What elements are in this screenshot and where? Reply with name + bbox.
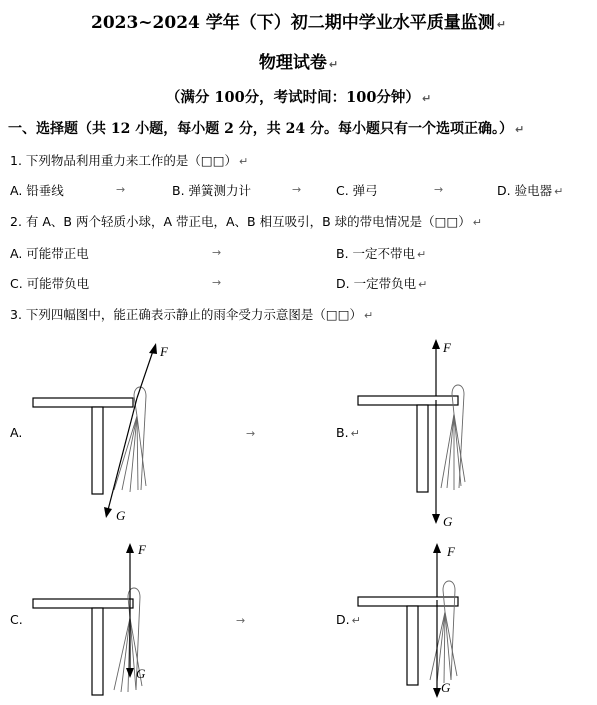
- exam-info: （满分 100分，考试时间：100分钟） ↵: [165, 89, 432, 106]
- q3-option-a[interactable]: A.: [10, 425, 23, 440]
- force-g-label: G: [441, 680, 451, 695]
- exam-title: 2023~2024 学年（下）初二期中学业水平质量监测 ↵: [90, 13, 506, 33]
- figure-a-umbrella-force-diagram: [30, 340, 190, 525]
- force-f-label: F: [443, 340, 451, 355]
- q3-option-b[interactable]: B. ↵: [336, 425, 360, 440]
- question-1-stem: 1. 下列物品利用重力来工作的是（□□） ↵: [10, 153, 249, 168]
- q2-option-b[interactable]: B. 一定不带电 ↵: [336, 246, 427, 261]
- force-f-label: F: [160, 344, 168, 359]
- q3-option-c[interactable]: C.: [10, 612, 23, 627]
- force-g-label: G: [443, 514, 453, 529]
- figure-c-umbrella-force-diagram: [30, 540, 190, 700]
- section-heading: 一、选择题（共 12 小题，每小题 2 分，共 24 分。每小题只有一个选项正确。） ↵: [8, 121, 525, 137]
- tab-arrow: →: [292, 183, 302, 196]
- exam-subject: 物理试卷 ↵: [258, 53, 339, 73]
- force-g-label: G: [116, 508, 126, 523]
- q2-option-c[interactable]: C. 可能带负电: [10, 276, 90, 291]
- q1-option-a[interactable]: A. 铅垂线: [10, 183, 64, 198]
- force-g-label: G: [136, 666, 146, 681]
- question-2-stem: 2. 有 A、B 两个轻质小球，A 带正电，A、B 相互吸引，B 球的带电情况是（□□） ↵: [10, 214, 482, 229]
- tab-arrow: →: [116, 183, 126, 196]
- tab-arrow: →: [434, 183, 444, 196]
- tab-arrow: →: [236, 614, 246, 627]
- force-f-label: F: [447, 544, 455, 559]
- force-f-label: F: [138, 542, 146, 557]
- tab-arrow: →: [212, 246, 222, 259]
- figure-d-umbrella-force-diagram: [355, 540, 485, 700]
- q1-option-b[interactable]: B. 弹簧测力计: [172, 183, 252, 198]
- tab-arrow: →: [246, 427, 256, 440]
- tab-arrow: →: [212, 276, 222, 289]
- figure-b-umbrella-force-diagram: [355, 338, 485, 528]
- question-3-stem: 3. 下列四幅图中，能正确表示静止的雨伞受力示意图是（□□） ↵: [10, 307, 374, 322]
- q1-option-c[interactable]: C. 弹弓: [336, 183, 378, 198]
- q1-option-d[interactable]: D. 验电器 ↵: [497, 183, 564, 198]
- q2-option-d[interactable]: D. 一定带负电 ↵: [336, 276, 428, 291]
- q3-option-d[interactable]: D. ↵: [336, 612, 361, 627]
- q2-option-a[interactable]: A. 可能带正电: [10, 246, 89, 261]
